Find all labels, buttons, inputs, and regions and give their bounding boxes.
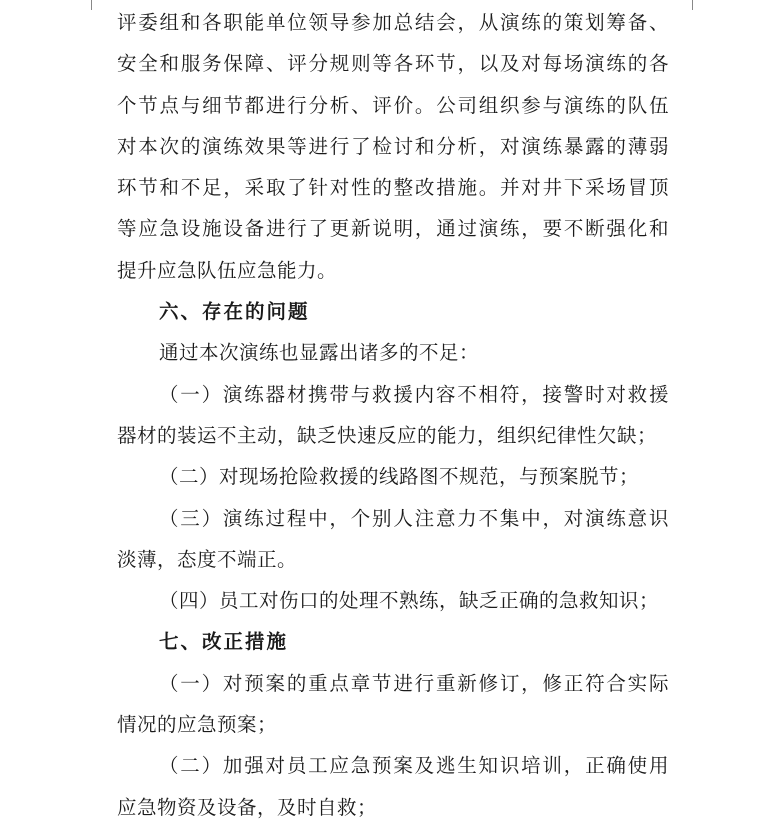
paragraph-line: 个节点与细节都进行分析、评价。公司组织参与演练的队伍: [117, 93, 669, 117]
crop-mark-left: [91, 0, 92, 10]
measure-item-1-cont: 情况的应急预案；: [117, 713, 278, 737]
paragraph-line: 提升应急队伍应急能力。: [117, 258, 338, 282]
problem-item-1-cont: 器材的装运不主动，缺乏快速反应的能力，组织纪律性欠缺；: [117, 423, 658, 447]
section-heading-6: 六、存在的问题: [159, 300, 310, 324]
problem-item-2: （二）对现场抢险救援的线路图不规范，与预案脱节；: [159, 465, 640, 489]
paragraph-line: 安全和服务保障、评分规则等各环节，以及对每场演练的各: [117, 52, 669, 76]
paragraph-line: 等应急设施设备进行了更新说明，通过演练，要不断强化和: [117, 217, 669, 241]
measure-item-2: （二）加强对员工应急预案及逃生知识培训，正确使用: [159, 754, 669, 778]
measure-item-1: （一）对预案的重点章节进行重新修订，修正符合实际: [159, 671, 669, 695]
document-body: [117, 0, 669, 828]
problem-item-3-cont: 淡薄，态度不端正。: [117, 547, 298, 571]
section-6-intro: 通过本次演练也显露出诸多的不足：: [159, 341, 480, 365]
problem-item-4: （四）员工对伤口的处理不熟练，缺乏正确的急救知识；: [159, 589, 660, 613]
problem-item-3: （三）演练过程中，个别人注意力不集中，对演练意识: [159, 506, 669, 530]
measure-item-2-cont: 应急物资及设备，及时自救；: [117, 795, 378, 819]
problem-item-1: （一）演练器材携带与救援内容不相符，接警时对救援: [159, 382, 669, 406]
paragraph-line: 对本次的演练效果等进行了检讨和分析，对演练暴露的薄弱: [117, 134, 669, 158]
crop-mark-right: [692, 0, 693, 10]
paragraph-line: 评委组和各职能单位领导参加总结会，从演练的策划筹备、: [117, 11, 669, 34]
section-heading-7: 七、改正措施: [159, 630, 289, 654]
paragraph-line: 环节和不足，采取了针对性的整改措施。并对井下采场冒顶: [117, 176, 669, 200]
